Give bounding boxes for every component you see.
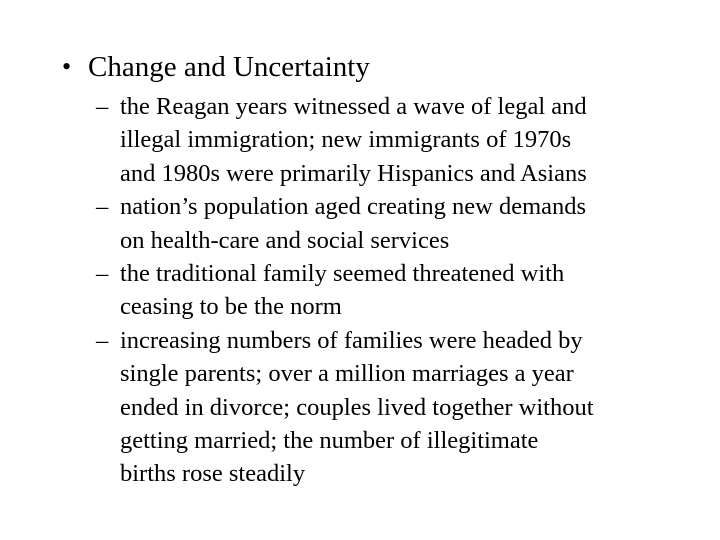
sub-bullet-single-parents [96,324,696,491]
text-line: and 1980s were primarily Hispanics and Asians [120,159,587,187]
text-line: ended in divorce; couples lived together without [120,393,594,421]
text-line: single parents; over a million marriages a year [120,360,574,388]
text-line: increasing numbers of families were headed by [120,326,583,354]
sub-bullet-list [96,90,696,491]
text-line: on health-care and social services [120,226,450,254]
text-line: ceasing to be the norm [120,293,342,321]
bullet-marker: • [62,52,72,81]
text-line: the Reagan years witnessed a wave of legal and [120,93,587,120]
dash-marker: – [96,326,109,354]
main-bullet-text: Change and Uncertainty [88,51,370,83]
text-line: births rose steadily [120,460,306,488]
dash-marker: – [96,260,109,288]
text-line: getting married; the number of illegitimate [120,427,539,455]
sub-bullet-family [96,257,696,324]
dash-marker: – [96,193,109,221]
sub-bullet-immigration [96,90,696,190]
text-line: nation’s population aged creating new demands [120,193,587,221]
text-line: illegal immigration; new immigrants of 1970s [120,126,572,154]
text-line: the traditional family seemed threatened with [120,260,565,288]
dash-marker: – [96,93,109,120]
sub-bullet-population [96,190,696,257]
